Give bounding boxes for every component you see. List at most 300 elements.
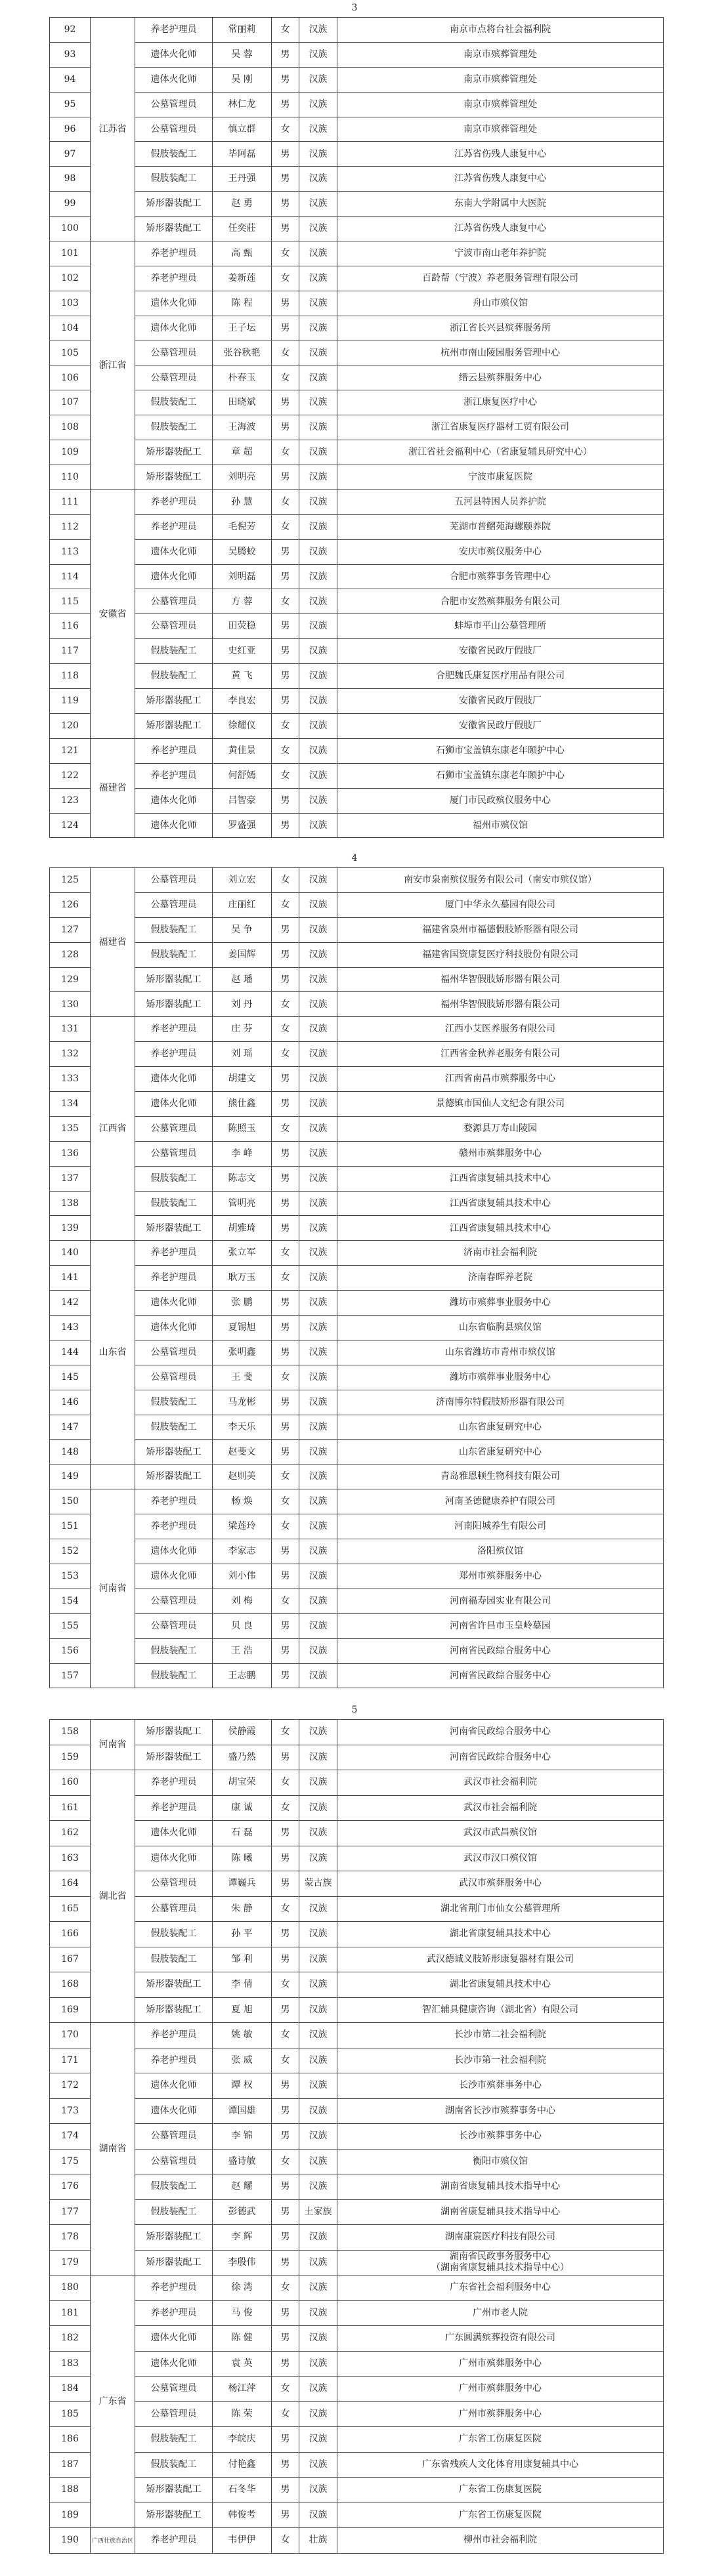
- ethnicity-cell: 汉族: [299, 2048, 337, 2073]
- gender-cell: 男: [272, 917, 299, 942]
- gender-cell: 女: [272, 1241, 299, 1266]
- ethnicity-cell: 汉族: [299, 1745, 337, 1770]
- employer-cell: 赣州市殡葬服务中心: [337, 1141, 664, 1166]
- table-row: [50, 92, 664, 117]
- name-cell: 谭巍兵: [213, 1871, 272, 1897]
- table-row: [50, 241, 664, 266]
- occupation-cell: 公墓管理员: [135, 341, 213, 365]
- occupation-cell: 养老护理员: [135, 763, 213, 788]
- table-row: [50, 1365, 664, 1390]
- gender-cell: 女: [272, 1795, 299, 1821]
- row-number: 188: [50, 2478, 91, 2503]
- name-cell: 康 诚: [213, 1795, 272, 1821]
- occupation-cell: 遗体火化师: [135, 1564, 213, 1589]
- table-row: [50, 639, 664, 664]
- name-cell: 王丹强: [213, 167, 272, 192]
- row-number: 119: [50, 689, 91, 714]
- name-cell: 李家志: [213, 1539, 272, 1564]
- table-row: [50, 1116, 664, 1141]
- employer-cell: 江西省南昌市殡葬服务中心: [337, 1067, 664, 1092]
- ethnicity-cell: 汉族: [299, 1116, 337, 1141]
- name-cell: 胡雅琦: [213, 1216, 272, 1241]
- row-number: 138: [50, 1191, 91, 1216]
- row-number: 187: [50, 2452, 91, 2478]
- row-number: 98: [50, 167, 91, 192]
- name-cell: 王志鹏: [213, 1663, 272, 1688]
- row-number: 176: [50, 2174, 91, 2200]
- employer-cell: 河南省民政综合服务中心: [337, 1638, 664, 1663]
- name-cell: 姜国辉: [213, 942, 272, 967]
- occupation-cell: 遗体火化师: [135, 2351, 213, 2377]
- table-row: [50, 868, 664, 893]
- employer-cell: 洛阳殡仪馆: [337, 1539, 664, 1564]
- employer-cell: 舟山市殡仪馆: [337, 291, 664, 316]
- table-row: [50, 1947, 664, 1972]
- occupation-cell: 矫形器装配工: [135, 2503, 213, 2528]
- ethnicity-cell: 汉族: [299, 1166, 337, 1191]
- ethnicity-cell: 汉族: [299, 1514, 337, 1539]
- ethnicity-cell: 汉族: [299, 92, 337, 117]
- province-cell: 河南省: [91, 1720, 135, 1770]
- row-number: 144: [50, 1340, 91, 1365]
- table-row: [50, 2326, 664, 2352]
- table-row: [50, 589, 664, 614]
- row-number: 117: [50, 639, 91, 664]
- gender-cell: 男: [272, 1539, 299, 1564]
- gender-cell: 女: [272, 241, 299, 266]
- ethnicity-cell: 汉族: [299, 614, 337, 639]
- gender-cell: 女: [272, 713, 299, 738]
- ethnicity-cell: 汉族: [299, 2427, 337, 2453]
- ethnicity-cell: 汉族: [299, 1216, 337, 1241]
- ethnicity-cell: 汉族: [299, 564, 337, 589]
- gender-cell: 女: [272, 1896, 299, 1922]
- ethnicity-cell: 汉族: [299, 1390, 337, 1415]
- row-number: 103: [50, 291, 91, 316]
- gender-cell: 女: [272, 1465, 299, 1489]
- table-row: [50, 689, 664, 714]
- employer-cell: 南安市泉南殡仪服务有限公司（南安市殡仪馆）: [337, 868, 664, 893]
- name-cell: 韩俊考: [213, 2503, 272, 2528]
- name-cell: 袁 英: [213, 2351, 272, 2377]
- name-cell: 刘立宏: [213, 868, 272, 893]
- gender-cell: 女: [272, 2275, 299, 2301]
- ethnicity-cell: 土家族: [299, 2199, 337, 2225]
- gender-cell: 男: [272, 539, 299, 564]
- gender-cell: 女: [272, 1017, 299, 1042]
- name-cell: 吕智豪: [213, 788, 272, 813]
- occupation-cell: 遗体火化师: [135, 1846, 213, 1871]
- row-number: 99: [50, 192, 91, 217]
- employer-cell: 宁波市康复医院: [337, 465, 664, 490]
- name-cell: 毛倪芳: [213, 514, 272, 539]
- occupation-cell: 遗体火化师: [135, 1539, 213, 1564]
- occupation-cell: 养老护理员: [135, 1795, 213, 1821]
- ethnicity-cell: 汉族: [299, 1720, 337, 1745]
- name-cell: 刘小伟: [213, 1564, 272, 1589]
- table-row: [50, 2250, 664, 2275]
- name-cell: 谭国雄: [213, 2098, 272, 2124]
- name-cell: 孙 慧: [213, 489, 272, 514]
- row-number: 190: [50, 2528, 91, 2554]
- table-row: [50, 2023, 664, 2048]
- table-row: [50, 2401, 664, 2427]
- employer-cell: 南京市殡葬管理处: [337, 92, 664, 117]
- employer-cell: 长沙市第一社会福利院: [337, 2048, 664, 2073]
- row-number: 173: [50, 2098, 91, 2124]
- employer-cell: 广东省社会福利服务中心: [337, 2275, 664, 2301]
- gender-cell: 男: [272, 2503, 299, 2528]
- occupation-cell: 矫形器装配工: [135, 2250, 213, 2275]
- occupation-cell: 养老护理员: [135, 2023, 213, 2048]
- employer-cell: 智汇辅具健康咨询（湖北省）有限公司: [337, 1997, 664, 2023]
- occupation-cell: 遗体火化师: [135, 539, 213, 564]
- gender-cell: 男: [272, 1663, 299, 1688]
- name-cell: 马 俊: [213, 2300, 272, 2326]
- occupation-cell: 遗体火化师: [135, 1821, 213, 1846]
- gender-cell: 男: [272, 967, 299, 992]
- page-number: 3: [351, 3, 358, 13]
- ethnicity-cell: 汉族: [299, 763, 337, 788]
- table-row: [50, 67, 664, 92]
- name-cell: 张明鑫: [213, 1340, 272, 1365]
- table-row: [50, 1770, 664, 1796]
- name-cell: 吴 争: [213, 917, 272, 942]
- occupation-cell: 假肢装配工: [135, 1191, 213, 1216]
- row-number: 127: [50, 917, 91, 942]
- ethnicity-cell: 汉族: [299, 1365, 337, 1390]
- gender-cell: 男: [272, 664, 299, 689]
- occupation-cell: 遗体火化师: [135, 564, 213, 589]
- table-row: [50, 18, 664, 43]
- table-row: [50, 1216, 664, 1241]
- ethnicity-cell: 汉族: [299, 2452, 337, 2478]
- ethnicity-cell: 汉族: [299, 1067, 337, 1092]
- table-row: [50, 992, 664, 1017]
- name-cell: 李 辉: [213, 2225, 272, 2251]
- ethnicity-cell: 汉族: [299, 992, 337, 1017]
- employer-cell: 石狮市宝盖镇东康老年颐护中心: [337, 763, 664, 788]
- row-number: 134: [50, 1092, 91, 1117]
- name-cell: 何舒嫣: [213, 763, 272, 788]
- row-number: 107: [50, 390, 91, 415]
- gender-cell: 男: [272, 1821, 299, 1846]
- occupation-cell: 矫形器装配工: [135, 967, 213, 992]
- name-cell: 方 蓉: [213, 589, 272, 614]
- gender-cell: 女: [272, 1589, 299, 1613]
- gender-cell: 男: [272, 1638, 299, 1663]
- occupation-cell: 假肢装配工: [135, 390, 213, 415]
- table-row: [50, 2275, 664, 2301]
- name-cell: 姜新莲: [213, 266, 272, 291]
- gender-cell: 女: [272, 365, 299, 390]
- table-row: [50, 514, 664, 539]
- employer-cell: 武汉市社会福利院: [337, 1770, 664, 1796]
- name-cell: 田晓斌: [213, 390, 272, 415]
- table-row: [50, 2427, 664, 2453]
- province-cell: 湖北省: [91, 1770, 135, 2023]
- row-number: 178: [50, 2225, 91, 2251]
- name-cell: 刘 丹: [213, 992, 272, 1017]
- occupation-cell: 假肢装配工: [135, 1922, 213, 1947]
- occupation-cell: 养老护理员: [135, 2275, 213, 2301]
- ethnicity-cell: 汉族: [299, 1947, 337, 1972]
- table-row: [50, 489, 664, 514]
- row-number: 126: [50, 892, 91, 917]
- employer-cell: 河南省民政综合服务中心: [337, 1720, 664, 1745]
- table-row: [50, 1340, 664, 1365]
- row-number: 183: [50, 2351, 91, 2377]
- row-number: 106: [50, 365, 91, 390]
- table-row: [50, 713, 664, 738]
- name-cell: 吴 蓉: [213, 42, 272, 67]
- name-cell: 陈照玉: [213, 1116, 272, 1141]
- row-number: 133: [50, 1067, 91, 1092]
- employer-cell: 江苏省伤残人康复中心: [337, 217, 664, 241]
- ethnicity-cell: 汉族: [299, 489, 337, 514]
- gender-cell: 男: [272, 1067, 299, 1092]
- ethnicity-cell: 汉族: [299, 917, 337, 942]
- ethnicity-cell: 汉族: [299, 1638, 337, 1663]
- gender-cell: 女: [272, 489, 299, 514]
- occupation-cell: 养老护理员: [135, 1489, 213, 1514]
- name-cell: 田荧稳: [213, 614, 272, 639]
- gender-cell: 男: [272, 813, 299, 838]
- ethnicity-cell: 汉族: [299, 967, 337, 992]
- gender-cell: 女: [272, 1770, 299, 1796]
- gender-cell: 男: [272, 1092, 299, 1117]
- occupation-cell: 遗体火化师: [135, 291, 213, 316]
- occupation-cell: 公墓管理员: [135, 1896, 213, 1922]
- ethnicity-cell: 汉族: [299, 868, 337, 893]
- gender-cell: 男: [272, 1997, 299, 2023]
- occupation-cell: 公墓管理员: [135, 2149, 213, 2174]
- occupation-cell: 公墓管理员: [135, 868, 213, 893]
- name-cell: 赵则美: [213, 1465, 272, 1489]
- occupation-cell: 公墓管理员: [135, 1340, 213, 1365]
- row-number: 104: [50, 316, 91, 341]
- table-row: [50, 167, 664, 192]
- gender-cell: 男: [272, 614, 299, 639]
- ethnicity-cell: 汉族: [299, 2174, 337, 2200]
- name-cell: 孙 平: [213, 1922, 272, 1947]
- name-cell: 朱 静: [213, 1896, 272, 1922]
- name-cell: 史红亚: [213, 639, 272, 664]
- province-cell: 福建省: [91, 868, 135, 1017]
- ethnicity-cell: 汉族: [299, 67, 337, 92]
- occupation-cell: 假肢装配工: [135, 1390, 213, 1415]
- ethnicity-cell: 汉族: [299, 1846, 337, 1871]
- name-cell: 马龙彬: [213, 1390, 272, 1415]
- employer-cell: 广东省工伤康复医院: [337, 2503, 664, 2528]
- employer-cell: 安徽省民政厅假肢厂: [337, 639, 664, 664]
- occupation-cell: 矫形器装配工: [135, 1997, 213, 2023]
- gender-cell: 男: [272, 1846, 299, 1871]
- ethnicity-cell: 汉族: [299, 514, 337, 539]
- name-cell: 王海波: [213, 415, 272, 440]
- province-cell: 河南省: [91, 1489, 135, 1688]
- table-row: [50, 813, 664, 838]
- ethnicity-cell: 汉族: [299, 664, 337, 689]
- occupation-cell: 矫形器装配工: [135, 992, 213, 1017]
- table-row: [50, 892, 664, 917]
- ethnicity-cell: 汉族: [299, 738, 337, 763]
- table-row: [50, 1720, 664, 1745]
- table-row: [50, 788, 664, 813]
- table-row: [50, 1539, 664, 1564]
- occupation-cell: 公墓管理员: [135, 1365, 213, 1390]
- name-cell: 盛乃然: [213, 1745, 272, 1770]
- province-cell: 山东省: [91, 1241, 135, 1465]
- name-cell: 李天乐: [213, 1415, 272, 1440]
- occupation-cell: 矫形器装配工: [135, 1216, 213, 1241]
- employer-cell: 石狮市宝盖镇东康老年颐护中心: [337, 738, 664, 763]
- gender-cell: 男: [272, 2124, 299, 2150]
- name-cell: 毕阿磊: [213, 142, 272, 167]
- occupation-cell: 公墓管理员: [135, 2377, 213, 2402]
- name-cell: 陈 程: [213, 291, 272, 316]
- employer-cell: 福州华智假肢矫形器有限公司: [337, 967, 664, 992]
- table-row: [50, 390, 664, 415]
- row-number: 102: [50, 266, 91, 291]
- name-cell: 王 浩: [213, 1638, 272, 1663]
- table-row: [50, 942, 664, 967]
- name-cell: 罗盛强: [213, 813, 272, 838]
- occupation-cell: 公墓管理员: [135, 1589, 213, 1613]
- name-cell: 张 鹏: [213, 1291, 272, 1316]
- name-cell: 黄 飞: [213, 664, 272, 689]
- employer-cell: 广东省工伤康复医院: [337, 2478, 664, 2503]
- employer-cell: 婺源县万寿山陵园: [337, 1116, 664, 1141]
- gender-cell: 女: [272, 738, 299, 763]
- employer-cell: 长沙市殡葬事务中心: [337, 2124, 664, 2150]
- occupation-cell: 假肢装配工: [135, 415, 213, 440]
- table-row: [50, 1291, 664, 1316]
- row-number: 121: [50, 738, 91, 763]
- gender-cell: 女: [272, 341, 299, 365]
- gender-cell: 女: [272, 1720, 299, 1745]
- occupation-cell: 假肢装配工: [135, 942, 213, 967]
- ethnicity-cell: 汉族: [299, 2478, 337, 2503]
- province-cell: 广东省: [91, 2275, 135, 2528]
- roster-table: [49, 17, 664, 838]
- table-row: [50, 1017, 664, 1042]
- table-row: [50, 1514, 664, 1539]
- ethnicity-cell: 汉族: [299, 1340, 337, 1365]
- name-cell: 王 斐: [213, 1365, 272, 1390]
- ethnicity-cell: 汉族: [299, 589, 337, 614]
- name-cell: 胡宝荣: [213, 1770, 272, 1796]
- table-row: [50, 2478, 664, 2503]
- occupation-cell: 矫形器装配工: [135, 1720, 213, 1745]
- gender-cell: 男: [272, 2478, 299, 2503]
- ethnicity-cell: 汉族: [299, 788, 337, 813]
- gender-cell: 男: [272, 1316, 299, 1340]
- gender-cell: 男: [272, 1745, 299, 1770]
- row-number: 123: [50, 788, 91, 813]
- name-cell: 侯静霞: [213, 1720, 272, 1745]
- table-row: [50, 1166, 664, 1191]
- employer-cell: 湖南省康复辅具技术指导中心: [337, 2174, 664, 2200]
- gender-cell: 男: [272, 2452, 299, 2478]
- occupation-cell: 养老护理员: [135, 2528, 213, 2554]
- row-number: 140: [50, 1241, 91, 1266]
- employer-cell: 广州市殡葬服务中心: [337, 2401, 664, 2427]
- row-number: 135: [50, 1116, 91, 1141]
- occupation-cell: 养老护理员: [135, 738, 213, 763]
- table-row: [50, 2098, 664, 2124]
- ethnicity-cell: 汉族: [299, 1465, 337, 1489]
- occupation-cell: 假肢装配工: [135, 2427, 213, 2453]
- gender-cell: 男: [272, 1191, 299, 1216]
- occupation-cell: 遗体火化师: [135, 1316, 213, 1340]
- gender-cell: 女: [272, 892, 299, 917]
- occupation-cell: 公墓管理员: [135, 1116, 213, 1141]
- gender-cell: 男: [272, 167, 299, 192]
- gender-cell: 女: [272, 440, 299, 465]
- occupation-cell: 公墓管理员: [135, 365, 213, 390]
- table-row: [50, 738, 664, 763]
- table-row: [50, 2149, 664, 2174]
- row-number: 105: [50, 341, 91, 365]
- row-number: 163: [50, 1846, 91, 1871]
- gender-cell: 女: [272, 18, 299, 43]
- employer-cell: 福州市殡仪馆: [337, 813, 664, 838]
- ethnicity-cell: 汉族: [299, 1589, 337, 1613]
- gender-cell: 男: [272, 1340, 299, 1365]
- employer-cell: 缙云县殡葬服务中心: [337, 365, 664, 390]
- table-row: [50, 967, 664, 992]
- ethnicity-cell: 汉族: [299, 1795, 337, 1821]
- occupation-cell: 假肢装配工: [135, 1947, 213, 1972]
- row-number: 129: [50, 967, 91, 992]
- occupation-cell: 养老护理员: [135, 1017, 213, 1042]
- name-cell: 胡建文: [213, 1067, 272, 1092]
- row-number: 131: [50, 1017, 91, 1042]
- ethnicity-cell: 汉族: [299, 1092, 337, 1117]
- name-cell: 张 威: [213, 2048, 272, 2073]
- gender-cell: 男: [272, 92, 299, 117]
- gender-cell: 女: [272, 2528, 299, 2554]
- row-number: 184: [50, 2377, 91, 2402]
- gender-cell: 男: [272, 2199, 299, 2225]
- table-row: [50, 1871, 664, 1897]
- employer-cell: 东南大学附属中大医院: [337, 192, 664, 217]
- employer-cell: 郑州市殡葬服务中心: [337, 1564, 664, 1589]
- gender-cell: 男: [272, 2073, 299, 2099]
- employer-cell: 武汉市殡葬服务中心: [337, 1871, 664, 1897]
- employer-cell: 河南省民政综合服务中心: [337, 1663, 664, 1688]
- gender-cell: 女: [272, 868, 299, 893]
- occupation-cell: 养老护理员: [135, 1770, 213, 1796]
- table-row: [50, 1997, 664, 2023]
- name-cell: 徐耀仪: [213, 713, 272, 738]
- employer-cell: 广州市殡葬服务中心: [337, 2351, 664, 2377]
- gender-cell: 女: [272, 1972, 299, 1998]
- gender-cell: 男: [272, 2098, 299, 2124]
- row-number: 186: [50, 2427, 91, 2453]
- occupation-cell: 矫形器装配工: [135, 1440, 213, 1465]
- table-row: [50, 2300, 664, 2326]
- roster-table: [49, 867, 664, 1688]
- occupation-cell: 假肢装配工: [135, 1415, 213, 1440]
- row-number: 168: [50, 1972, 91, 1998]
- table-row: [50, 1613, 664, 1638]
- name-cell: 刘明磊: [213, 564, 272, 589]
- employer-cell: 湖南省民政事务服务中心 （湖南省康复辅具技术指导中心）: [337, 2250, 664, 2275]
- table-row: [50, 142, 664, 167]
- gender-cell: 男: [272, 1564, 299, 1589]
